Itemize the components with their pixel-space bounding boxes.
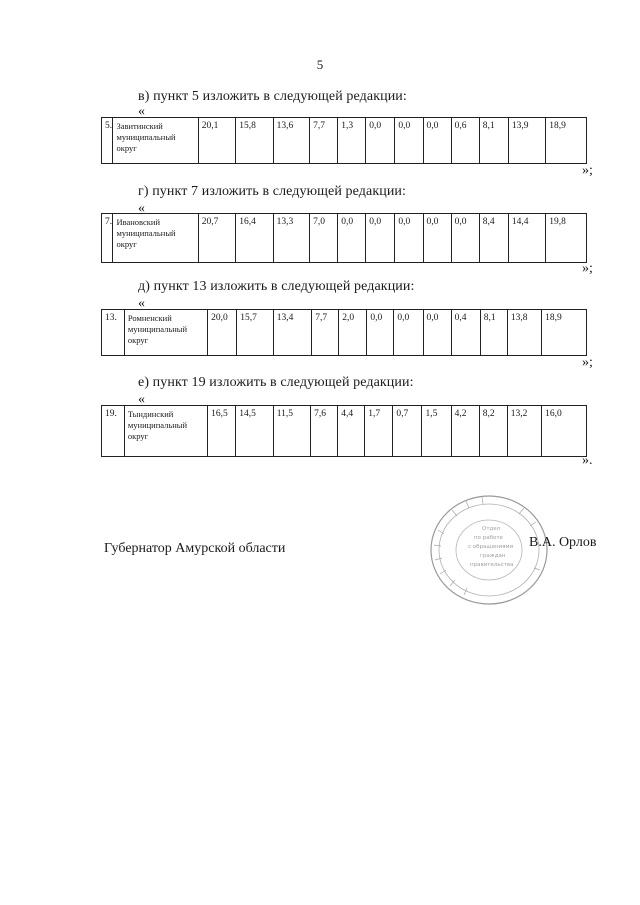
- value-cell: 1,7: [365, 406, 393, 457]
- seal-line: с обращениями: [468, 544, 514, 550]
- section-heading: д) пункт 13 изложить в следующей редакции:: [138, 279, 415, 294]
- seal-line: граждан: [480, 553, 506, 559]
- section-heading: г) пункт 7 изложить в следующей редакции:: [138, 184, 406, 199]
- data-table: [101, 213, 587, 263]
- page-number: 5: [316, 57, 324, 72]
- data-table: [101, 405, 587, 457]
- value-cell: 0,0: [423, 118, 451, 164]
- value-cell: 0,0: [423, 214, 451, 263]
- value-cell: 2,0: [339, 310, 367, 356]
- value-cell: 8,1: [479, 118, 508, 164]
- quote-open: «: [138, 392, 145, 407]
- value-cell: 15,8: [236, 118, 273, 164]
- value-cell: 7,7: [310, 118, 338, 164]
- signature-title: Губернатор Амурской области: [104, 541, 286, 556]
- value-cell: 0,0: [423, 310, 451, 356]
- value-cell: 8,4: [479, 214, 508, 263]
- value-cell: 15,7: [237, 310, 273, 356]
- signer-name: В.А. Орлов: [529, 535, 597, 550]
- table-row: [102, 118, 587, 164]
- seal-line: по работе: [474, 535, 503, 541]
- value-cell: 1,3: [338, 118, 366, 164]
- value-cell: 16,4: [236, 214, 273, 263]
- value-cell: 14,5: [236, 406, 273, 457]
- value-cell: 7,0: [310, 214, 338, 263]
- value-cell: 16,0: [542, 406, 587, 457]
- value-cell: 0,0: [451, 214, 479, 263]
- row-number: 5.: [102, 118, 113, 164]
- section-heading: в) пункт 5 изложить в следующей редакции:: [138, 89, 407, 104]
- value-cell: 0,0: [367, 310, 394, 356]
- data-table: [101, 117, 587, 164]
- value-cell: 18,9: [546, 118, 587, 164]
- value-cell: 1,5: [422, 406, 451, 457]
- value-cell: 7,6: [311, 406, 338, 457]
- data-table: [101, 309, 587, 356]
- quote-close: »;: [582, 261, 593, 276]
- seal-line: Отдел: [482, 526, 501, 532]
- quote-close: ».: [582, 453, 593, 468]
- row-number: 7.: [102, 214, 113, 263]
- value-cell: 7,7: [312, 310, 339, 356]
- row-number: 13.: [102, 310, 125, 356]
- value-cell: 0,0: [338, 214, 366, 263]
- value-cell: 0,0: [366, 118, 395, 164]
- section-heading: е) пункт 19 изложить в следующей редакции:: [138, 375, 414, 390]
- value-cell: 20,0: [208, 310, 237, 356]
- district-name: Ромненский муниципальный округ: [124, 310, 207, 356]
- value-cell: 14,4: [508, 214, 545, 263]
- value-cell: 16,5: [208, 406, 236, 457]
- table-row: [102, 310, 587, 356]
- value-cell: 18,9: [542, 310, 587, 356]
- value-cell: 4,4: [338, 406, 365, 457]
- value-cell: 13,9: [508, 118, 545, 164]
- table-row: [102, 406, 587, 457]
- value-cell: 13,4: [273, 310, 312, 356]
- value-cell: 0,6: [451, 118, 479, 164]
- row-number: 19.: [102, 406, 125, 457]
- value-cell: 0,0: [366, 214, 395, 263]
- value-cell: 4,2: [451, 406, 479, 457]
- value-cell: 20,7: [198, 214, 235, 263]
- quote-close: »;: [582, 163, 593, 178]
- value-cell: 11,5: [273, 406, 310, 457]
- district-name: Тындинский муниципальный округ: [124, 406, 207, 457]
- value-cell: 0,0: [395, 214, 423, 263]
- value-cell: 13,6: [273, 118, 309, 164]
- value-cell: 20,1: [198, 118, 235, 164]
- seal-line: правительства: [470, 562, 514, 568]
- value-cell: 13,3: [273, 214, 309, 263]
- value-cell: 19,8: [546, 214, 587, 263]
- quote-close: »;: [582, 355, 593, 370]
- quote-open: «: [138, 296, 145, 311]
- quote-open: «: [138, 201, 145, 216]
- value-cell: 0,0: [395, 118, 423, 164]
- quote-open: «: [138, 104, 145, 119]
- value-cell: 13,2: [507, 406, 541, 457]
- value-cell: 0,4: [451, 310, 480, 356]
- value-cell: 8,2: [479, 406, 507, 457]
- value-cell: 8,1: [480, 310, 507, 356]
- district-name: Завитинский муниципальный округ: [113, 118, 198, 164]
- district-name: Ивановский муниципальный округ: [113, 214, 198, 263]
- value-cell: 0,0: [394, 310, 423, 356]
- value-cell: 0,7: [393, 406, 422, 457]
- table-row: [102, 214, 587, 263]
- value-cell: 13,8: [507, 310, 541, 356]
